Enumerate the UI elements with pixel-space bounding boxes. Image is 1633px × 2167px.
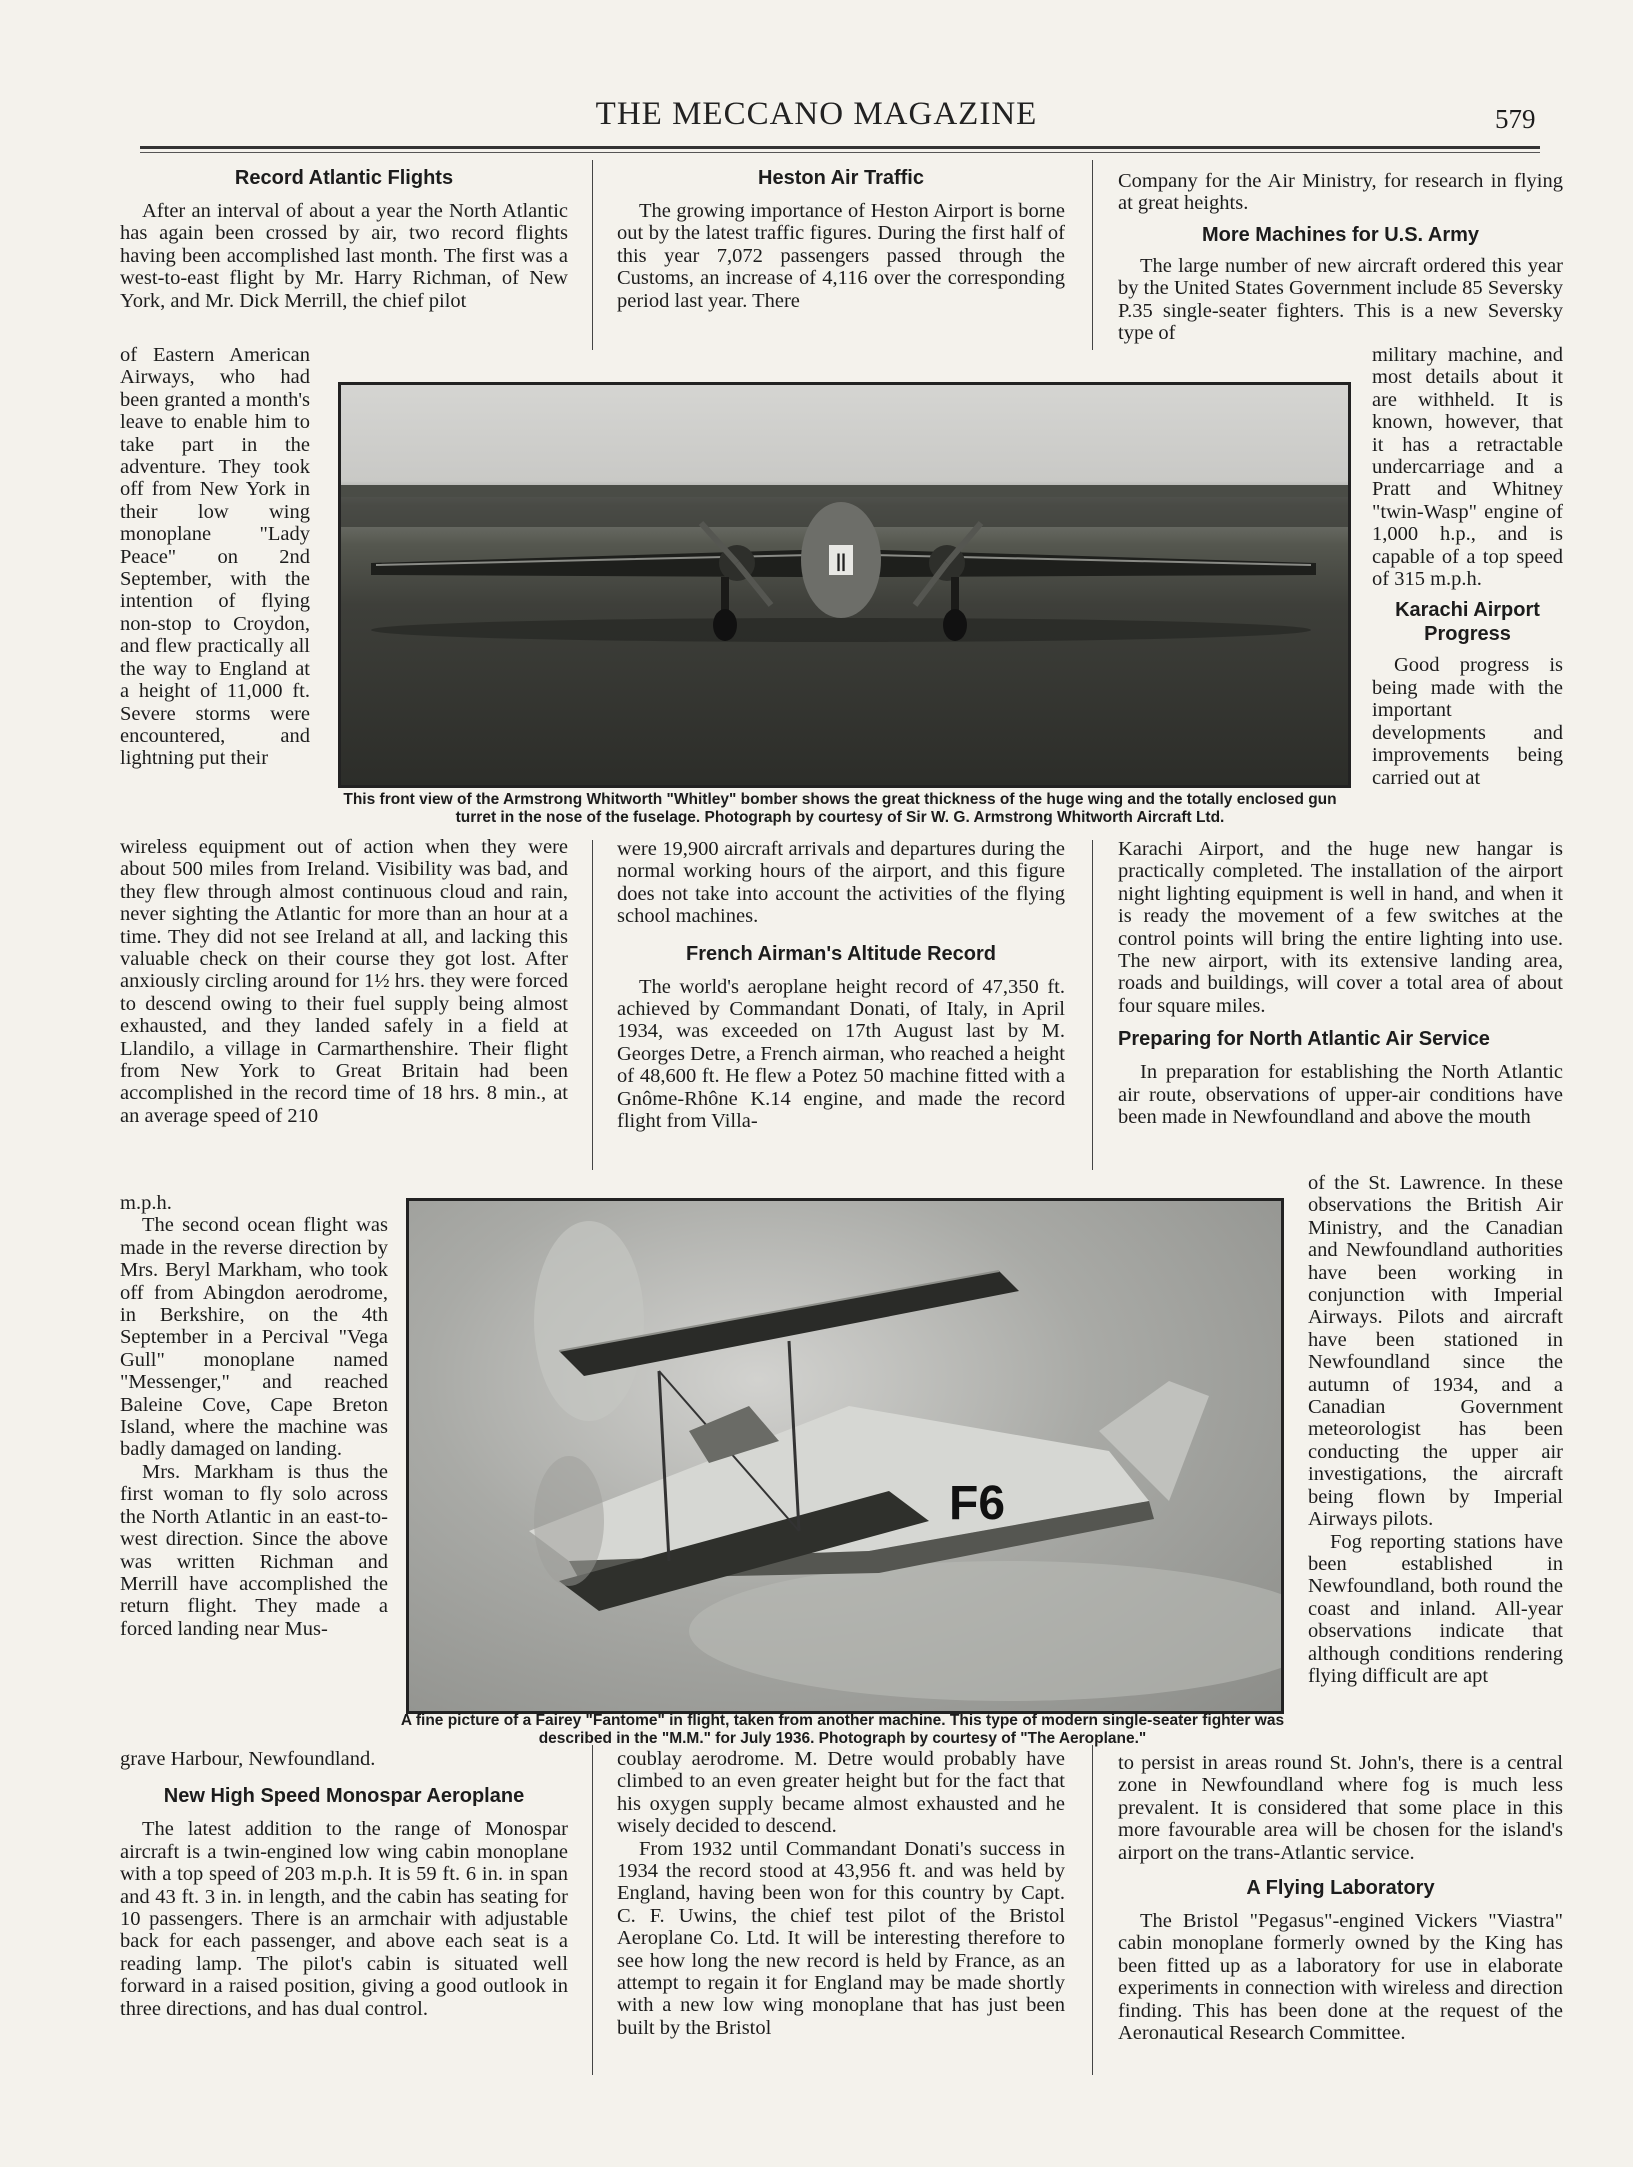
paragraph: In preparation for establishing the North Atlantic air route, observations of upper-air conditions have been made in Newfoundland and above the mouth [1118, 1061, 1563, 1129]
heading-monospar: New High Speed Monospar Aeroplane [163, 1785, 525, 1808]
whitley-bomber-photo [338, 382, 1351, 788]
paragraph: Mrs. Markham is thus the first woman to fly solo across the North Atlantic in an east-to-west direction. Since the above was written Richman and Merrill have accomplished the return flight. They made a forced landing near Mus- [120, 1460, 388, 1640]
paragraph: The world's aeroplane height record of 47,350 ft. achieved by Commandant Donati, of Italy, in April 1934, was exceeded on 17th August last by M. Georges Detre, a French airman, who reached a height of 48,600 ft. He flew a Potez 50 machine fitted with a Gnôme-Rhône K.14 engine, and made the record flight from Villa- [617, 975, 1065, 1133]
article-record-atlantic [120, 166, 568, 312]
article-monospar [120, 1748, 568, 2020]
paragraph: The Bristol "Pegasus"-engined Vickers "Viastra" cabin monoplane formerly owned by the King has been fitted up as a laboratory for use in elaborate experiments in connection with wireless and direction finding. This has been done at the request of the Aeronautical Research Committee. [1118, 1910, 1563, 2045]
paragraph: From 1932 until Commandant Donati's success in 1934 the record stood at 43,956 ft. and was held by England, having been won for this country by Capt. C. F. Uwins, the chief test pilot of the Bristol Aeroplane Co. Ltd. It will be interesting therefore to see how long the new record is held by France, as an attempt to regain it for England may be made shortly with a new low wing monoplane that has just been built by the Bristol [617, 1837, 1065, 2039]
article-karachi-cont [1118, 838, 1563, 1128]
paragraph: Company for the Air Ministry, for research in flying at great heights. [1118, 170, 1563, 215]
article-flying-lab [1118, 1752, 1563, 2044]
article-record-atlantic-narrow [120, 344, 310, 770]
paragraph: The latest addition to the range of Monospar aircraft is a twin-engined low wing cabin monoplane with a top speed of 203 m.p.h. It is 59 ft. 6 in. in span and 43 ft. 3 in. in length, and the cabin has seating for 10 passengers. There is an armchair with adjustable back for each passenger, and above each seat is a reading lamp. The pilot's cabin is situated well forward in a raised position, giving a good outlook in three directions, and has dual control. [120, 1818, 568, 2020]
paragraph: were 19,900 aircraft arrivals and departures during the normal working hours of the airport, and this figure does not take into account the activities of the flying school machines. [617, 838, 1065, 928]
paragraph: wireless equipment out of action when they were about 500 miles from Ireland. Visibility was bad, and they flew through almost continuous cloud and rain, never sighting the Atlantic for more than an hour at a time. They did not see Ireland at all, and lacking this valuable check on their course they got lost. After anxiously circling around for 1½ hrs. they were forced to descend owing to their fuel supply being almost exhausted, and they landed safely in a field at Llandilo, a village in Carmarthenshire. Their flight from New York to Great Britain had been accomplished in the record time of 18 hrs. 8 min., at an average speed of 210 [120, 836, 568, 1127]
svg-text:||: || [835, 551, 847, 571]
header-rule [140, 146, 1540, 149]
column-rule [592, 840, 593, 1170]
column-rule [1092, 840, 1093, 1170]
fairey-fantome-photo [406, 1198, 1284, 1714]
figure2-caption: A fine picture of a Fairey "Fantome" in flight, taken from another machine. This type of modern single-seater fighter was described in the "M.M." for July 1936. Photograph by courtesy of "The Aeroplane." [400, 1712, 1285, 1747]
column-rule [592, 1745, 593, 2075]
article-heston-cont [617, 838, 1065, 1132]
heading-record-atlantic-flights: Record Atlantic Flights [234, 167, 454, 189]
paragraph: of the St. Lawrence. In these observations the British Air Ministry, and the Canadian and Newfoundland authorities have been working in conjunction with Imperial Airways. Pilots and aircraft have been stationed in Newfoundland since the autumn of 1934, and a Canadian Government meteorologist has been conducting the upper air investigations, the aircraft being flown by Imperial Airways pilots. [1308, 1172, 1563, 1531]
paragraph: coublay aerodrome. M. Detre would probably have climbed to an even greater height but for the fact that his oxygen supply became almost exhausted and he wisely decided to descend. [617, 1748, 1065, 1838]
paragraph: Karachi Airport, and the huge new hangar is practically completed. The installation of the airport night lighting equipment is well in hand, and when it is ready the movement of a few switches at the control points will bring the entire lighting into use. The new airport, with its extensive landing area, roads and buildings, will cover a total area of about four square miles. [1118, 838, 1563, 1017]
paragraph: The growing importance of Heston Airport is borne out by the latest traffic figures. During the first half of this year 7,072 passengers passed through the Customs, an increase of 4,116 over the corresponding period last year. There [617, 200, 1065, 312]
fuselage-marking: F6 [949, 1477, 1006, 1530]
column-rule [592, 160, 593, 350]
heading-karachi: Karachi Airport Progress [1395, 599, 1540, 646]
article-heston [617, 166, 1065, 312]
heading-north-atlantic-service: Preparing for North Atlantic Air Service [1118, 1028, 1490, 1051]
heading-us-army: More Machines for U.S. Army [1201, 223, 1480, 246]
paragraph: The large number of new aircraft ordered this year by the United States Government include 85 Seversky P.35 single-seater fighters. This is a new Seversky type of [1118, 254, 1563, 345]
magazine-title: THE MECCANO MAGAZINE [595, 96, 1038, 132]
article-record-atlantic-cont [120, 836, 568, 1127]
paragraph: Fog reporting stations have been established in Newfoundland, both round the coast and inland. All-year observations indicate that although conditions rendering flying difficult are apt [1308, 1530, 1563, 1687]
article-us-army [1118, 170, 1563, 344]
paragraph: military machine, and most details about it are withheld. It is known, however, that it has a retractable undercarriage and a Pratt and Whitney "twin-Wasp" engine of 1,000 h.p., and is capable of a top speed of 315 m.p.h. [1372, 344, 1563, 591]
paragraph: Good progress is being made with the important developments and improvements being carried out at [1372, 654, 1563, 789]
article-record-atlantic-narrow2 [120, 1192, 388, 1640]
paragraph: The second ocean flight was made in the reverse direction by Mrs. Beryl Markham, who took off from Abingdon aerodrome, in Berkshire, on the 4th September in a Percival "Vega Gull" monoplane named "Messenger," and reached Baleine Cove, Cape Breton Island, where the machine was badly damaged on landing. [120, 1214, 388, 1461]
paragraph: of Eastern American Airways, who had been granted a month's leave to enable him to take part in the adventure. They took off from New York in their low wing monoplane "Lady Peace" on 2nd September, with the intention of flying non-stop to Croydon, and flew practically all the way to England at a height of 11,000 ft. Severe storms were encountered, and lightning put their [120, 344, 310, 770]
page-number: 579 [1495, 104, 1536, 134]
heading-altitude-record: French Airman's Altitude Record [686, 942, 996, 965]
column-rule [1092, 160, 1093, 350]
heading-heston-air-traffic: Heston Air Traffic [758, 167, 924, 189]
article-us-army-narrow [1372, 344, 1563, 789]
paragraph: m.p.h. [120, 1192, 172, 1214]
paragraph: grave Harbour, Newfoundland. [120, 1748, 376, 1770]
paragraph: to persist in areas round St. John's, there is a central zone in Newfoundland where fog is much less prevalent. It is considered that some place in this more favourable area will be chosen for the island's airport on the trans-Atlantic service. [1118, 1752, 1563, 1864]
header-rule-thin [140, 152, 1540, 153]
heading-flying-laboratory: A Flying Laboratory [1246, 1877, 1435, 1900]
figure1-caption: This front view of the Armstrong Whitworth "Whitley" bomber shows the great thickness of the huge wing and the totally enclosed gun turret in the nose of the fuselage. Photograph by courtesy of Sir W. G. Armstrong Whitworth Aircraft Ltd. [343, 791, 1337, 826]
paragraph: After an interval of about a year the North Atlantic has again been crossed by air, two record flights having been accomplished last month. The first was a west-to-east flight by Mr. Harry Richman, of New York, and Mr. Dick Merrill, the chief pilot [120, 200, 568, 312]
article-north-atlantic-narrow [1308, 1172, 1563, 1687]
article-altitude-cont [617, 1748, 1065, 2039]
column-rule [1092, 1745, 1093, 2075]
